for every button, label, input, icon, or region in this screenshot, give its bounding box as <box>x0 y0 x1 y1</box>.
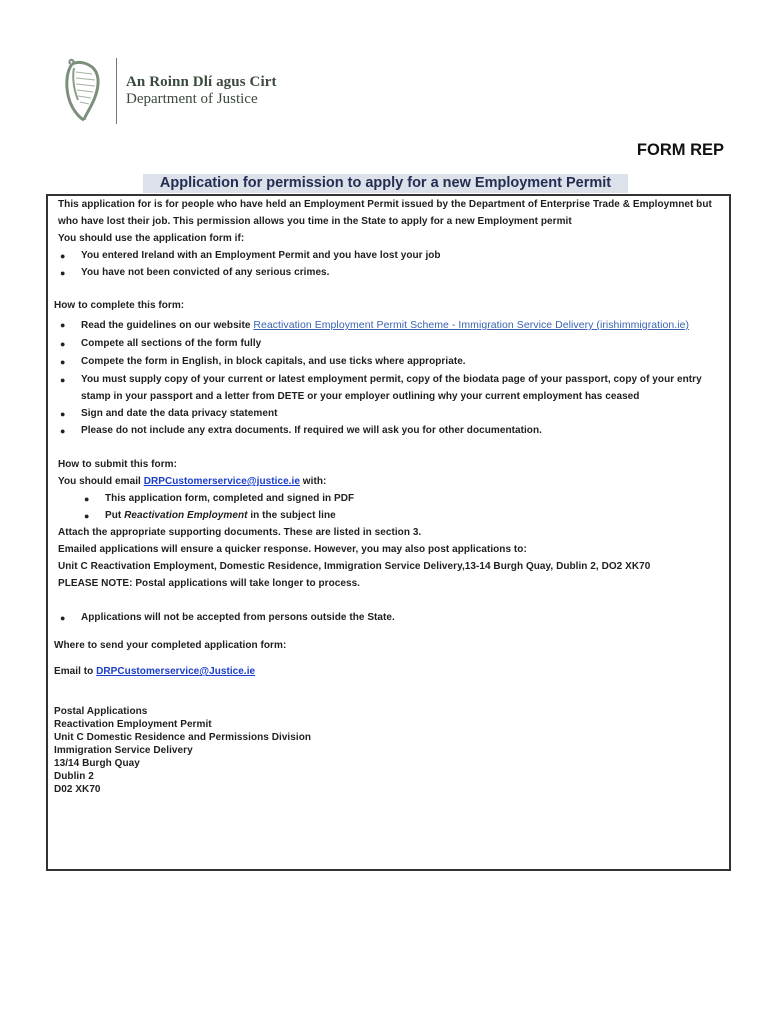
instructions-box <box>46 194 731 871</box>
bullet-dot: ● <box>60 375 66 385</box>
harp-icon <box>62 58 106 124</box>
bullet-dot: ● <box>60 268 66 278</box>
intro-line-1: This application for is for people who have held an Employment Permit issued by the Department of Enterprise Trade & Employmnet but <box>58 199 712 210</box>
list-item <box>81 319 689 331</box>
bullet-dot: ● <box>60 409 66 419</box>
bullet-dot: ● <box>84 494 90 504</box>
email-prefix: You should email <box>58 476 144 487</box>
emailed-note: Emailed applications will ensure a quicker response. However, you may also post applications to: <box>58 544 527 555</box>
bullet-dot: ● <box>60 251 66 261</box>
form-code: FORM REP <box>636 141 724 159</box>
postal-address-line: Unit C Domestic Residence and Permissions Division <box>54 732 312 743</box>
how-to-complete-heading: How to complete this form: <box>54 300 185 311</box>
sub-list-item <box>105 510 336 521</box>
email-to-line <box>54 666 255 677</box>
bullet-dot: ● <box>84 511 90 521</box>
department-name-english: Department of Justice <box>126 91 258 107</box>
postal-address-line: D02 XK70 <box>54 784 101 795</box>
guidelines-link[interactable]: Reactivation Employment Permit Scheme - Immigration Service Delivery (irishimmigration.ie) <box>253 319 690 331</box>
department-name <box>126 74 277 108</box>
outside-state-note: Applications will not be accepted from persons outside the State. <box>81 612 395 623</box>
email-to-prefix: Email to <box>54 666 97 677</box>
list-item: You have not been convicted of any serious crimes. <box>81 267 330 278</box>
department-name-irish: An Roinn Dlí agus Cirt <box>126 74 277 90</box>
how-to-submit-heading: How to submit this form: <box>58 459 177 470</box>
use-if-label: You should use the application form if: <box>58 233 245 244</box>
postal-address-line: Reactivation Employment Permit <box>54 719 212 730</box>
sub-list-item: This application form, completed and signed in PDF <box>105 493 355 504</box>
please-note: PLEASE NOTE: Postal applications will take longer to process. <box>58 578 361 589</box>
bullet-dot: ● <box>60 357 66 367</box>
list-item: Compete all sections of the form fully <box>81 338 262 349</box>
guidelines-text: Read the guidelines on our website <box>81 320 254 331</box>
list-item-continued: stamp in your passport and a letter from DETE or your employer outlining why your current employment has ceased <box>81 391 640 402</box>
postal-address-line: Immigration Service Delivery <box>54 745 193 756</box>
submit-email-link[interactable]: DRPCustomerservice@justice.ie <box>143 476 300 487</box>
email-instruction <box>58 476 326 487</box>
list-item: You must supply copy of your current or latest employment permit, copy of the biodata page of your passport, copy of your entry <box>81 374 702 385</box>
list-item: You entered Ireland with an Employment Permit and you have lost your job <box>81 250 441 261</box>
bullet-dot: ● <box>60 320 66 330</box>
subject-prefix: Put <box>105 510 125 521</box>
postal-address-line: Dublin 2 <box>54 771 94 782</box>
bullet-dot: ● <box>60 613 66 623</box>
list-item: Compete the form in English, in block capitals, and use ticks where appropriate. <box>81 356 466 367</box>
list-item: Please do not include any extra documents. If required we will ask you for other documentation. <box>81 425 542 436</box>
attach-note: Attach the appropriate supporting documents. These are listed in section 3. <box>58 527 422 538</box>
document-title: Application for permission to apply for a new Employment Permit <box>143 174 628 193</box>
where-to-send-heading: Where to send your completed application form: <box>54 640 287 651</box>
email-suffix: with: <box>299 476 327 487</box>
bullet-dot: ● <box>60 426 66 436</box>
subject-line-text: Reactivation Employment <box>124 510 248 521</box>
logo-divider <box>116 58 117 124</box>
postal-line: Unit C Reactivation Employment, Domestic Residence, Immigration Service Delivery,13-14 Burgh Quay, Dublin 2, DO2 XK70 <box>58 561 651 572</box>
list-item: Sign and date the data privacy statement <box>81 408 278 419</box>
intro-line-2: who have lost their job. This permission allows you time in the State to apply for a new Employment permit <box>58 216 572 227</box>
bullet-dot: ● <box>60 339 66 349</box>
department-logo <box>62 58 277 124</box>
postal-address-line: 13/14 Burgh Quay <box>54 758 140 769</box>
postal-address-line: Postal Applications <box>54 706 148 717</box>
send-email-link[interactable]: DRPCustomerservice@Justice.ie <box>96 666 256 677</box>
subject-suffix: in the subject line <box>247 510 336 521</box>
